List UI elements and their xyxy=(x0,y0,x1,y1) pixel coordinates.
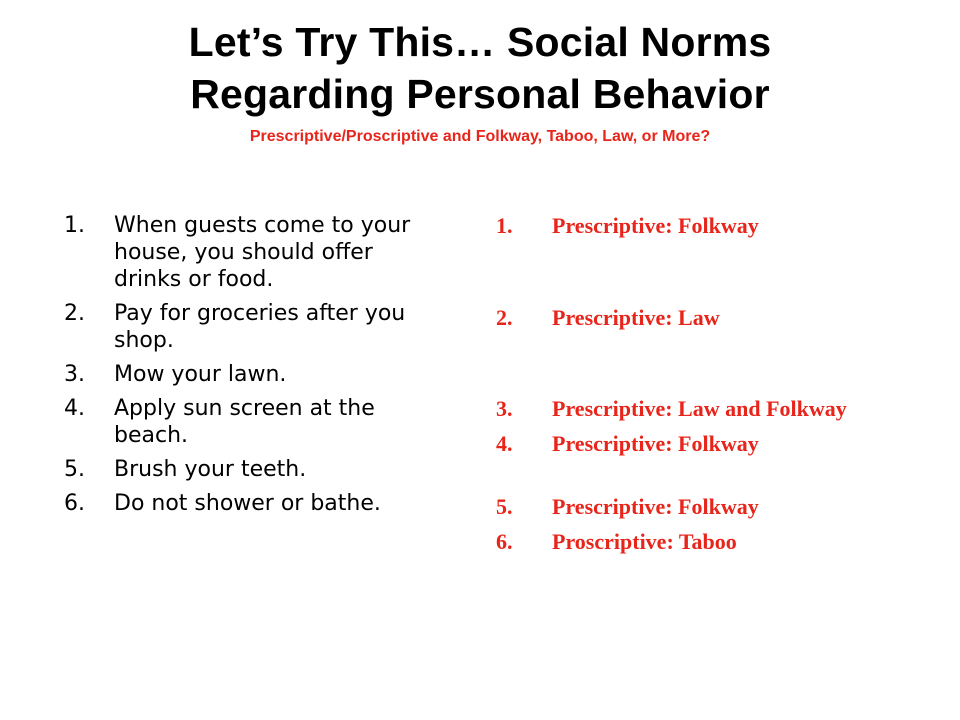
answer-text: Prescriptive: Folkway xyxy=(552,494,759,519)
slide-title-line-2: Regarding Personal Behavior xyxy=(190,71,770,117)
question-text: When guests come to your house, you should offer drinks or food. xyxy=(114,213,411,292)
answer-item xyxy=(496,305,720,331)
answer-item xyxy=(496,431,759,457)
answer-text: Prescriptive: Folkway xyxy=(552,213,759,238)
answer-item xyxy=(496,529,737,555)
question-text: Pay for groceries after you shop. xyxy=(114,301,406,353)
question-item xyxy=(64,361,444,388)
answer-number: 3. xyxy=(496,396,513,421)
answer-number: 5. xyxy=(496,494,513,519)
question-item xyxy=(64,395,444,449)
title-block xyxy=(60,16,900,148)
answer-text: Prescriptive: Law xyxy=(552,305,720,330)
slide-subtitle: Prescriptive/Proscriptive and Folkway, Taboo, Law, or More? xyxy=(249,128,711,145)
answer-text: Prescriptive: Law and Folkway xyxy=(552,396,847,421)
question-text: Brush your teeth. xyxy=(114,457,307,482)
questions-list xyxy=(64,212,444,524)
answer-number: 2. xyxy=(496,305,513,330)
question-number: 4. xyxy=(64,396,85,421)
question-number: 2. xyxy=(64,301,85,326)
slide-title-line-1: Let’s Try This… Social Norms xyxy=(188,19,772,65)
question-number: 5. xyxy=(64,457,85,482)
answer-text: Prescriptive: Folkway xyxy=(552,431,759,456)
question-item xyxy=(64,300,444,354)
question-text: Mow your lawn. xyxy=(114,362,287,387)
question-text: Apply sun screen at the beach. xyxy=(114,396,375,448)
question-item xyxy=(64,456,444,483)
answer-number: 1. xyxy=(496,213,513,238)
question-item xyxy=(64,490,444,517)
question-number: 3. xyxy=(64,362,85,387)
question-item xyxy=(64,212,444,293)
question-number: 1. xyxy=(64,213,85,238)
question-number: 6. xyxy=(64,491,85,516)
answer-item xyxy=(496,396,847,422)
answer-number: 4. xyxy=(496,431,513,456)
answer-number: 6. xyxy=(496,529,513,554)
answer-item xyxy=(496,494,759,520)
answer-text: Proscriptive: Taboo xyxy=(552,529,737,554)
answer-item xyxy=(496,213,759,239)
question-text: Do not shower or bathe. xyxy=(114,491,381,516)
